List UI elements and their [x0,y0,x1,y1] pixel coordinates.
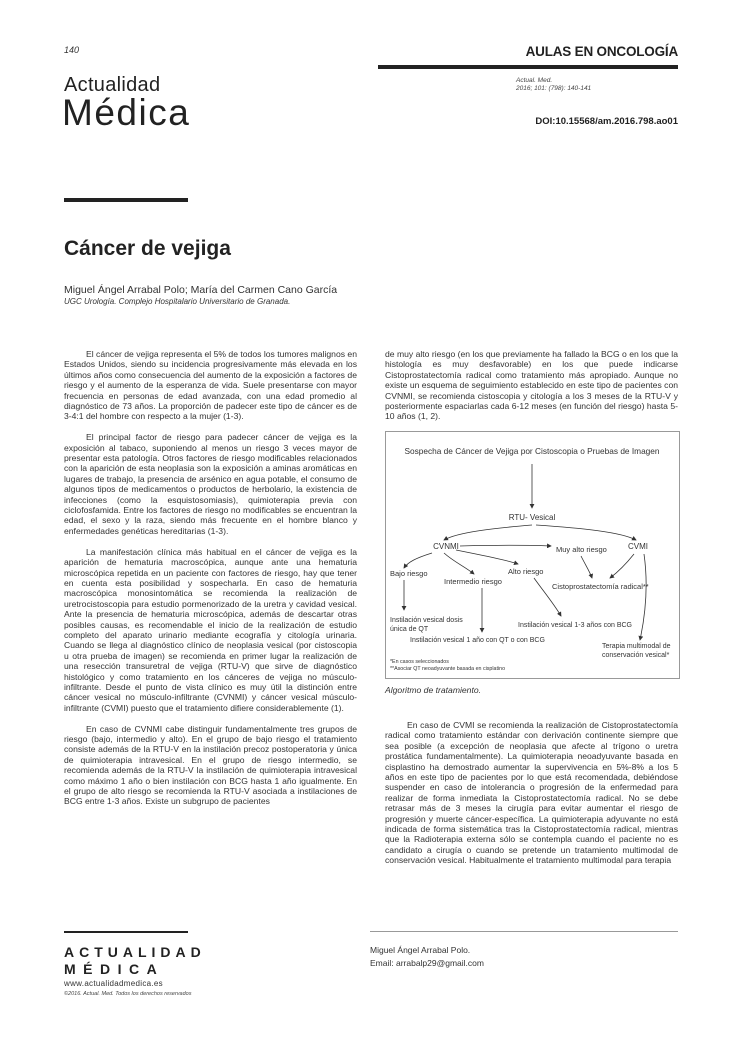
node-cvmi: CVMI [628,542,648,551]
paragraph: En caso de CVNMI cabe distinguir fundamentalmente tres grupos de riesgo (bajo, intermedio y alto). En el grupo de bajo riesgo el tratamiento consiste además de la RTU-V en la instilación precoz postoperatoria y única de quimioterapia intravesical. En el grupo de riesgo intermedio, se recomienda además de la RTU-V la instilación de quimioterapia intravesical como máximo 1 año o bien instilación con BCG hasta 1 año igualmente. En el grupo de alto riesgo se recomienda la RTU-V asociada a instilaciones de BCG entre 1-3 años. Existe un subgrupo de pacientes [64,723,357,807]
footer-logo-line1: ACTUALIDAD [64,944,206,960]
section-divider [378,65,678,69]
figure-note-1: *En casos seleccionados [390,659,449,665]
paragraph: La manifestación clínica más habitual en el cáncer de vejiga es la aparición de hematuria macroscópica, aunque ante una hematuria microscópica repetida en un paciente con factores de riesgo, hay que tener en cuenta esta posibilidad y sospecharla. En caso de hematuria macroscópica monosintomática se recomienda la realización de uretrocistoscopia para estudio pormenorizado de la uretra y cavidad vesical. Ante la presencia de hematuria microscópica, además de descartar otras posibles causas, es recomendable el inicio de la realización de estudio completo del aparato urinario mediante ecografía y citología urinaria. Cuando se llega al diagnóstico clínico de neoplasia vesical (por cistoscopia u otra prueba de imagen) se recomienda en primer lugar la realización de una resección transuretral de vejiga (RTU-V) que sirve de diagnóstico histológico y como tratamiento en los cánceres de vejiga no músculo-infiltrante. Desde el punto de vista clínico es muy útil la distinción entre cáncer vesical no músculo-infiltrante (CVNMI) y cáncer vesical músculo-infiltrante (CVMI) puesto que el tratamiento difiere considerablemente (1). [64,546,357,713]
footer-url[interactable]: www.actualidadmedica.es [64,979,163,988]
arrow-cvmi-terapia [640,554,646,640]
footer-logo-line2: MÉDICA [64,961,165,977]
body-column-left [64,349,357,817]
arrow-muyalto-cisto [581,556,592,578]
node-muy-alto-riesgo: Muy alto riesgo [556,545,607,554]
paragraph: En caso de CVMI se recomienda la realización de Cistoprostatectomía radical como tratamiento estándar con derivación continente siempre que sea posible (a excepción de neoplasia que afecte al trígono o uretra prostática fundamentalmente). La quimioterapia neoadyuvante basada en cisplastino ha demostrado aumentar la supervivencia en 5%-8% a los 5 años en este tipo de pacientes por lo que está recomendada, debiéndose suspender en caso de intolerancia o progresión de la enfermedad para realizar de forma inmediata la Cistoprostatectomía radical. No se debe retrasar más de 3 meses la cirugía para evitar aumentar el riesgo de progresión y muerte cáncer-específica. La quimioterapia adyuvante no está indicada de forma sistemática tras la Cistoprostatectomía radical, mientras que la Radioterapia externa sólo se contempla cuando el paciente no es candidato a cirugía o cuando se pretende un tratamiento multimodal de conservación vesical. Habitualmente el tratamiento multimodal para terapia [385,720,678,866]
figure-note-2: **Asociar QT neoadyuvante basada en cisplatino [390,666,506,672]
node-cvnmi: CVNMI [433,542,459,551]
node-instilacion-1-3: Instilación vesical 1-3 años con BCG [518,622,632,629]
footer-copyright: ©2016. Actual. Med. Todos los derechos reservados [64,991,192,997]
article-affiliation: UGC Urología. Complejo Hospitalario Universitario de Granada. [64,297,291,306]
title-divider [64,198,188,202]
arrow-cvnmi-alto [456,550,518,564]
article-authors: Miguel Ángel Arrabal Polo; María del Carmen Cano García [64,284,338,296]
node-intermedio-riesgo: Intermedio riesgo [444,577,502,586]
node-terapia-1: Terapia multimodal de [602,643,671,650]
paragraph: El cáncer de vejiga representa el 5% de todos los tumores malignos en Estados Unidos, siendo su incidencia progresivamente más elevada en los últimos años como consecuencia del aumento de la exposición a factores de riesgo y el aumento de la esperanza de vida. Suele presentarse con mayor frecuencia en personas de edad avanzada, con una edad promedio al diagnóstico de 73 años. La proporción de padecer este tipo de cáncer es de 3-4:1 del hombre con respecto a la mujer (1-3). [64,349,357,422]
node-instilacion-1-ano: Instilación vesical 1 año con QT o con BCG [410,637,545,644]
citation-journal: Actual. Med. [516,77,553,84]
node-rtu-vesical: RTU- Vesical [508,513,556,522]
arrow-cvnmi-bajo [404,553,432,568]
page-number: 140 [64,45,80,55]
paragraph: El principal factor de riesgo para padecer cáncer de vejiga es la exposición al tabaco, suponiendo al menos un riesgo 3 veces mayor de presentar esta patología. Otros factores de riesgo modificables relacionados con la aparición de esta neoplasia son la exposición a aminas aromáticas en lugares de trabajo, la presencia de arsénico en agua potable, el consumo de algunos tipos de medicamentos o productos de herbolario, la existencia de infecciones (como la esquistosomiasis), quimioterapia previa con ciclofosfamida. Entre los factores de riesgo no modificables se encuentran la edad, el sexo y la raza, siendo más frecuente en el hombre blanco y enfermedades genéticas hereditarias (1-3). [64,432,357,536]
arrow-rtu-cvnmi [444,525,532,540]
contact-name: Miguel Ángel Arrabal Polo. [370,945,471,955]
node-cistoprostatectomia: Cistoprostatectomía radical** [552,582,649,591]
article-title: Cáncer de vejiga [64,237,231,260]
arrow-rtu-cvmi [536,525,636,540]
node-instilacion-unica-1: Instilación vesical dosis [390,617,463,624]
body-column-right-top [385,349,678,432]
citation [516,77,591,92]
citation-volume: 2016; 101: (798): 140-141 [516,84,592,92]
arrow-cvnmi-muyalto [460,545,551,546]
treatment-algorithm-figure [385,431,680,679]
footer-divider-right [370,931,678,932]
contact-email[interactable]: Email: arrabalp29@gmail.com [370,958,484,968]
arrow-cvmi-cisto [610,554,634,578]
paragraph: de muy alto riesgo (en los que previamente ha fallado la BCG o en los que la histología es muy desfavorable) en los que puede indicarse Cistoprostatectomía radical como tratamiento más apropiado. Aunque no existe un esquema de seguimiento establecido en este tipo de pacientes con CVNMI, se recomienda cistoscopia y citología a los 3 meses de la RTU-V y posteriormente espaciarlas cada 6-12 meses (en función del riesgo) hasta 5-10 años (1, 2). [385,349,678,422]
journal-logo-line1: Actualidad [64,74,161,96]
node-bajo-riesgo: Bajo riesgo [390,569,428,578]
node-alto-riesgo: Alto riesgo [508,567,544,576]
algorithm-diagram [386,432,679,678]
figure-title: Sospecha de Cáncer de Vejiga por Cistoscopia o Pruebas de Imagen [404,446,660,456]
node-instilacion-unica-2: única de QT [390,626,429,633]
body-column-right-bottom [385,720,678,876]
figure-caption: Algoritmo de tratamiento. [385,685,482,695]
arrow-cvnmi-intermedio [444,553,474,574]
node-terapia-2: conservación vesical* [602,652,670,659]
section-title: AULAS EN ONCOLOGÍA [525,44,678,59]
footer-divider-left [64,931,188,933]
journal-logo-line2: Médica [62,92,191,133]
doi: DOI:10.15568/am.2016.798.ao01 [535,116,678,127]
